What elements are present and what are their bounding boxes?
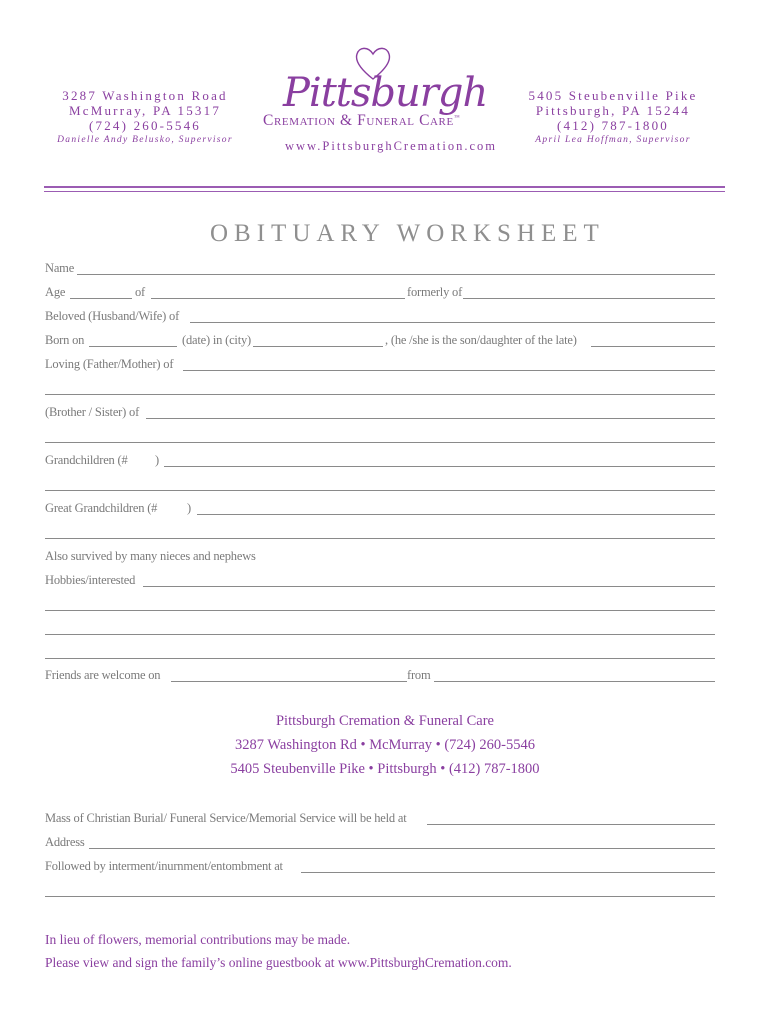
hobbies-field[interactable] (143, 586, 715, 587)
brother-sister-label: (Brother / Sister) of (45, 405, 140, 419)
beloved-row (45, 308, 715, 326)
hobbies-label: Hobbies/interested (45, 573, 136, 587)
formerly-of-field[interactable] (463, 298, 715, 299)
mass-label: Mass of Christian Burial/ Funeral Service/Memorial Service will be held at (45, 811, 407, 825)
friends-from-field[interactable] (434, 681, 715, 682)
page-title: OBITUARY WORKSHEET (210, 220, 605, 247)
son-daughter-label: , (he /she is the son/daughter of the late) (385, 333, 577, 347)
right-city: Pittsburgh, PA 15244 (535, 103, 691, 118)
brother-sister-row (45, 404, 715, 422)
grandchildren-row (45, 452, 715, 470)
right-supervisor: April Lea Hoffman, Supervisor (535, 135, 691, 145)
followed-label: Followed by interment/inurnment/entombment at (45, 859, 283, 873)
mass-field[interactable] (427, 824, 715, 825)
right-phone: (412) 787-1800 (556, 118, 670, 133)
loving-row (45, 356, 715, 374)
great-grandchildren-row (45, 500, 715, 518)
trademark: ™ (453, 114, 461, 121)
header-divider-bottom (44, 191, 725, 192)
brother-sister-field-2[interactable] (45, 442, 715, 443)
followed-field-2[interactable] (45, 896, 715, 897)
friends-date-field[interactable] (171, 681, 407, 682)
hobbies-field-2[interactable] (45, 610, 715, 611)
left-street: 3287 Washington Road (62, 88, 228, 103)
great-grandchildren-field[interactable] (197, 514, 715, 515)
contact-line-2: 5405 Steubenville Pike • Pittsburgh • (412) 787-1800 (230, 761, 540, 777)
grandchildren-paren: ) (155, 453, 159, 467)
friends-row (45, 667, 715, 685)
born-city-field[interactable] (253, 346, 383, 347)
address-row (45, 834, 715, 852)
logo-subtitle-text: Cremation & Funeral Care (263, 112, 454, 129)
age-row (45, 284, 715, 302)
address-label: Address (45, 835, 85, 849)
header-divider-top (44, 186, 725, 188)
followed-field[interactable] (301, 872, 715, 873)
age-field[interactable] (70, 298, 132, 299)
hobbies-row (45, 572, 715, 590)
age-label: Age (45, 285, 66, 299)
brother-sister-continued-row (45, 428, 715, 446)
survived-text: Also survived by many nieces and nephews (45, 549, 256, 563)
hobbies-continued-row-3 (45, 644, 715, 662)
followed-row (45, 858, 715, 876)
hobbies-field-4[interactable] (45, 658, 715, 659)
followed-continued-row (45, 882, 715, 900)
logo-name: Pittsburgh (283, 70, 488, 116)
beloved-label: Beloved (Husband/Wife) of (45, 309, 180, 323)
born-on-label: Born on (45, 333, 85, 347)
formerly-of-label: formerly of (407, 285, 463, 299)
mass-row (45, 810, 715, 828)
contact-line-1: 3287 Washington Rd • McMurray • (724) 260-5546 (235, 737, 535, 753)
name-field[interactable] (77, 274, 715, 275)
great-grandchildren-continued-row (45, 524, 715, 542)
footer-flowers: In lieu of flowers, memorial contributions may be made. (45, 932, 351, 947)
born-date-field[interactable] (89, 346, 177, 347)
loving-field-2[interactable] (45, 394, 715, 395)
born-row (45, 332, 715, 350)
hobbies-continued-row-1 (45, 596, 715, 614)
grandchildren-field[interactable] (164, 466, 715, 467)
hobbies-field-3[interactable] (45, 634, 715, 635)
left-city: McMurray, PA 15317 (68, 103, 222, 118)
right-location-address (518, 88, 708, 133)
name-label: Name (45, 261, 75, 275)
brother-sister-field[interactable] (146, 418, 715, 419)
of-field[interactable] (151, 298, 405, 299)
loving-continued-row (45, 380, 715, 398)
loving-field[interactable] (183, 370, 715, 371)
from-label: from (407, 668, 431, 682)
footer-guestbook: Please view and sign the family’s online guestbook at www.PittsburghCremation.com. (45, 955, 512, 970)
great-grandchildren-label: Great Grandchildren (# (45, 501, 158, 515)
left-phone: (724) 260-5546 (88, 118, 202, 133)
left-supervisor: Danielle Andy Belusko, Supervisor (57, 135, 233, 145)
of-label: of (135, 285, 146, 299)
great-grandchildren-field-2[interactable] (45, 538, 715, 539)
address-field[interactable] (89, 848, 715, 849)
survived-row (45, 548, 715, 566)
contact-name: Pittsburgh Cremation & Funeral Care (275, 713, 494, 729)
left-location-address (50, 88, 240, 133)
loving-label: Loving (Father/Mother) of (45, 357, 174, 371)
grandchildren-continued-row (45, 476, 715, 494)
great-grandchildren-paren: ) (187, 501, 191, 515)
website[interactable]: www.PittsburghCremation.com (285, 139, 497, 153)
parents-field[interactable] (591, 346, 715, 347)
friends-label: Friends are welcome on (45, 668, 161, 682)
logo-subtitle (263, 112, 460, 130)
date-city-label: (date) in (city) (182, 333, 251, 347)
right-street: 5405 Steubenville Pike (528, 88, 698, 103)
logo (255, 40, 515, 160)
grandchildren-label: Grandchildren (# (45, 453, 128, 467)
hobbies-continued-row-2 (45, 620, 715, 638)
beloved-field[interactable] (190, 322, 715, 323)
name-row (45, 260, 715, 278)
grandchildren-field-2[interactable] (45, 490, 715, 491)
